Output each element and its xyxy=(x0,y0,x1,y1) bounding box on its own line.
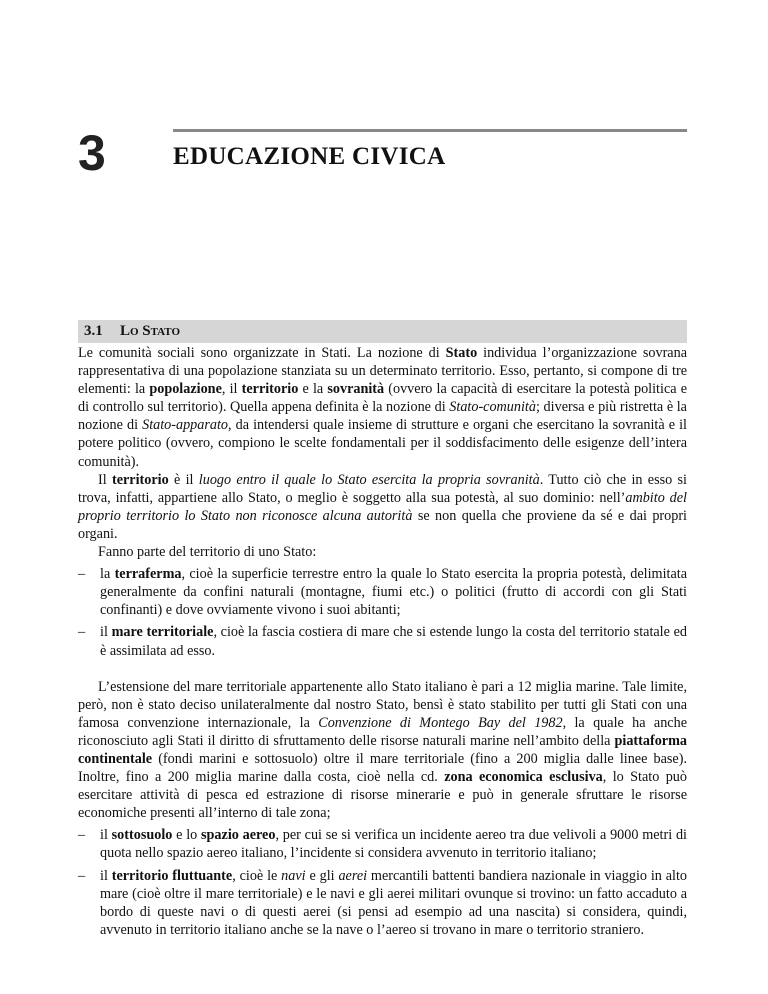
dash-marker: – xyxy=(78,827,86,844)
body-text xyxy=(78,344,687,939)
list-item xyxy=(78,623,687,659)
text-run: e gli xyxy=(305,867,339,884)
text-run: Il xyxy=(98,471,112,488)
text-run: e la xyxy=(298,381,328,398)
term-italic: Stato-comunità xyxy=(449,399,536,416)
text-run: è il xyxy=(168,471,199,488)
text-run: il xyxy=(100,624,112,641)
term-bold: territorio fluttuante xyxy=(111,867,233,884)
text-run: individua l’organizzazione sovrana rappresentativa di una popolazione stanziata su un determinato territorio. Esso, pertanto, si compone di tre elementi: la xyxy=(78,345,687,398)
term-italic: aerei xyxy=(338,867,368,884)
text-run: il xyxy=(100,867,112,884)
text-run: (fondi marini e sottosuolo) oltre il mare territoriale (fino a 200 miglia dalle linee base). Inoltre, fino a 200 miglia marine dalla costa, cioè nella cd. xyxy=(78,750,687,786)
list-item xyxy=(78,565,687,619)
term-bold: territorio xyxy=(241,381,299,398)
term-bold: mare territoriale xyxy=(111,624,214,641)
term-bold: sovranità xyxy=(327,381,385,398)
list-item xyxy=(78,867,687,939)
chapter-rule xyxy=(173,129,687,132)
text-run: , cioè la superficie terrestre entro la quale lo Stato esercita la propria potestà, delimitata generalmente da confini naturali (montagne, fiumi etc.) o politici (frutto di accordi con gli Stati confinanti) e dove ovviamente vivono i suoi abitanti; xyxy=(100,566,687,619)
term-bold: sottosuolo xyxy=(111,827,173,844)
text-run: , da intendersi quale insieme di strutture e organi che esercitano la sovranità e il potere politico (ovvero, compiono le scelte fondamentali per il soddisfacimento delle esigenze dell’intera comunità). xyxy=(78,417,687,470)
text-run: , lo Stato può esercitare attività di pesca ed estrazione di risorse minerarie e può in generale sfruttare le risorse economiche presenti all’interno di tale zona; xyxy=(78,769,687,822)
text-run: , per cui se si verifica un incidente aereo tra due velivoli a 9000 metri di quota nello spazio aereo italiano, l’incidente si considera avvenuto in territorio italiano; xyxy=(100,827,687,862)
term-italic: Convenzione di Montego Bay del 1982 xyxy=(318,714,563,731)
text-run: , cioè le xyxy=(232,867,282,884)
text-run: mercantili battenti bandiera nazionale in viaggio in alto mare (cioè oltre il mare territoriale) e le navi e gli aerei militari ovunque si trovino: un fatto accaduto a bordo di queste navi o di questi aerei (si pensi ad esempio ad una nascita) si considera, quindi, avvenuto in territorio italiano anche se la nave o l’aereo si trovano in mare o territorio straniero. xyxy=(100,867,687,938)
term-bold: terraferma xyxy=(114,566,182,583)
text-run: , cioè la fascia costiera di mare che si estende lungo la costa del territorio statale ed è assimilata ad esso. xyxy=(100,624,687,659)
text-run: e lo xyxy=(172,827,202,844)
section-number: 3.1 xyxy=(84,323,103,339)
text-run: ; diversa e più ristretta è la nozione di xyxy=(78,399,687,434)
text-run: , la quale ha anche riconosciuto agli Stati il diritto di sfruttamento delle risorse naturali marine nell’ambito della xyxy=(78,714,687,749)
dash-marker: – xyxy=(78,624,86,641)
text-run: il xyxy=(100,827,112,844)
dash-marker: – xyxy=(78,867,86,884)
dash-marker: – xyxy=(78,566,86,583)
list-item xyxy=(78,826,687,862)
text-run: L’estensione del mare territoriale appartenente allo Stato italiano è pari a 12 miglia marine. Tale limite, però, non è stato deciso unilateralmente dal nostro Stato, bensì è stato stabilito per tutti gli Stati con una famosa convenzione internazionale, la xyxy=(78,678,687,731)
chapter-number: 3 xyxy=(78,125,106,181)
text-run: se non quella che proviene da sé e dai propri organi. xyxy=(78,507,688,542)
term-bold: zona economica esclusiva xyxy=(444,769,603,786)
term-italic: Stato-apparato xyxy=(142,417,229,434)
paragraph-1 xyxy=(78,344,687,471)
paragraph-4 xyxy=(78,678,687,823)
term-italic: luogo entro il quale lo Stato esercita la propria sovranità xyxy=(198,471,540,488)
text-run: la xyxy=(100,566,115,583)
paragraph-2 xyxy=(78,471,687,543)
text-run: , il xyxy=(221,381,242,398)
term-bold: piattaforma continentale xyxy=(78,732,687,767)
text-run: . Tutto ciò che in esso si trova, infatti, appartiene allo Stato, o meglio è soggetto alla sua potestà, al suo dominio: nell’ xyxy=(78,471,687,506)
term-bold: Stato xyxy=(445,345,478,361)
chapter-title: EDUCAZIONE CIVICA xyxy=(173,143,446,170)
section-title: Lo Stato xyxy=(120,323,180,339)
term-italic: navi xyxy=(281,867,306,884)
term-bold: popolazione xyxy=(149,381,222,398)
term-italic: ambito del proprio territorio lo Stato non riconosce alcuna autorità xyxy=(78,489,687,524)
section-heading xyxy=(78,320,687,343)
text-run: Le comunità sociali sono organizzate in Stati. La nozione di xyxy=(78,345,446,361)
paragraph-3: Fanno parte del territorio di uno Stato: xyxy=(98,544,317,561)
text-run: (ovvero la capacità di esercitare la potestà politica e di controllo sul territorio). Quella appena definita è la nozione di xyxy=(78,381,687,416)
term-bold: spazio aereo xyxy=(201,827,276,844)
term-bold: territorio xyxy=(111,471,169,488)
